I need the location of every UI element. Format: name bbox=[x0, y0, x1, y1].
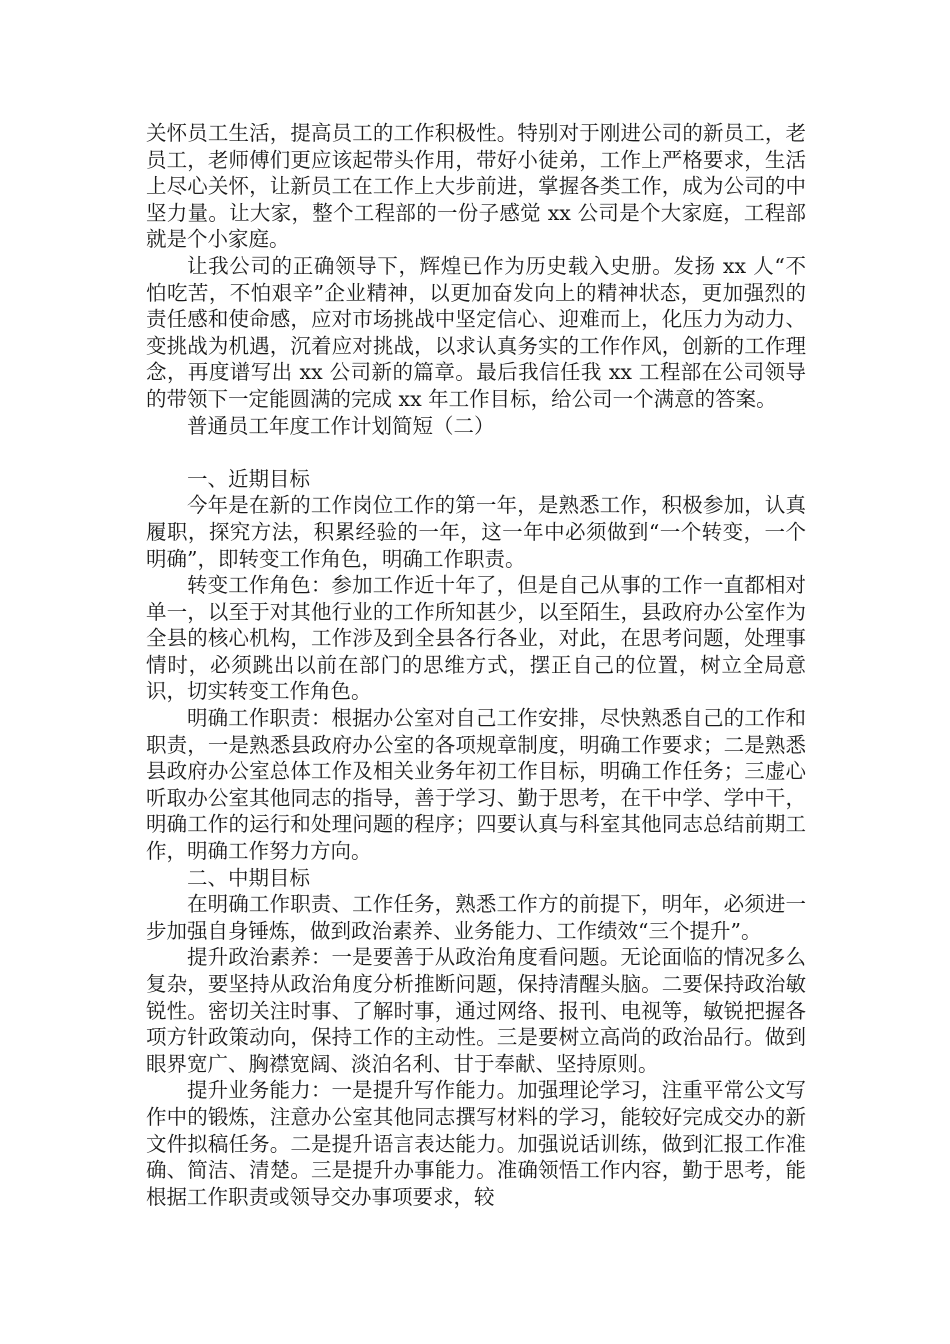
section-title: 普通员工年度工作计划简短（二） bbox=[187, 413, 495, 438]
section-heading: 二、中期目标 bbox=[187, 865, 310, 890]
section-heading: 一、近期目标 bbox=[187, 466, 310, 491]
body-paragraph: 转变工作角色：参加工作近十年了，但是自己从事的工作一直都相对单一，以至于对其他行业的工作所知甚少，以至陌生，县政府办公室作为全县的核心机构，工作涉及到全县各行各业，对此，在思考问题，处理事情时，必须跳出以前在部门的思维方式，摆正自己的位置，树立全局意识，切实转变工作角色。 bbox=[146, 573, 806, 704]
body-paragraph: 关怀员工生活，提高员工的工作积极性。特别对于刚进公司的新员工，老员工，老师傅们更应该起带头作用，带好小徒弟，工作上严格要求，生活上尽心关怀，让新员工在工作上大步前进，掌握各类工作，成为公司的中坚力量。让大家，整个工程部的一份子感觉 xx 公司是个大家庭，工程部就是个小家庭。 bbox=[146, 121, 806, 252]
body-paragraph: 让我公司的正确领导下，辉煌已作为历史载入史册。发扬 xx 人“不怕吃苦，不怕艰辛”企业精神，以更加奋发向上的精神状态，更加强烈的责任感和使命感，应对市场挑战中坚定信心、迎难而上，化压力为动力、变挑战为机遇，沉着应对挑战，以求认真务实的工作作风，创新的工作理念，再度谱写出 xx 公司新的篇章。最后我信任我 xx 工程部在公司领导的带领下一定能圆满的完成 xx 年工作目标，给公司一个满意的答案。 bbox=[146, 253, 806, 411]
document-page bbox=[146, 120, 806, 1210]
body-paragraph: 提升政治素养：一是要善于从政治角度看问题。无论面临的情况多么复杂，要坚持从政治角度分析推断问题，保持清醒头脑。二要保持政治敏锐性。密切关注时事、了解时事，通过网络、报刊、电视等，敏锐把握各项方针政策动向，保持工作的主动性。三是要树立高尚的政治品行。做到眼界宽广、胸襟宽阔、淡泊名利、甘于奉献、坚持原则。 bbox=[146, 945, 806, 1076]
body-paragraph: 提升业务能力：一是提升写作能力。加强理论学习，注重平常公文写作中的锻炼，注意办公室其他同志撰写材料的学习，能较好完成交办的新文件拟稿任务。二是提升语言表达能力。加强说话训练，做到汇报工作准确、简洁、清楚。三是提升办事能力。准确领悟工作内容，勤于思考，能根据工作职责或领导交办事项要求，较 bbox=[146, 1078, 806, 1209]
body-paragraph: 明确工作职责：根据办公室对自己工作安排，尽快熟悉自己的工作和职责，一是熟悉县政府办公室的各项规章制度，明确工作要求；二是熟悉县政府办公室总体工作及相关业务年初工作目标，明确工作任务；三虚心听取办公室其他同志的指导，善于学习、勤于思考，在干中学、学中干，明确工作的运行和处理问题的程序；四要认真与科室其他同志总结前期工作，明确工作努力方向。 bbox=[146, 706, 806, 864]
body-paragraph: 在明确工作职责、工作任务，熟悉工作方的前提下，明年，必须进一步加强自身锤炼，做到政治素养、业务能力、工作绩效“三个提升”。 bbox=[146, 892, 806, 943]
blank-line bbox=[146, 439, 806, 466]
body-paragraph: 今年是在新的工作岗位工作的第一年，是熟悉工作，积极参加，认真履职，探究方法，积累经验的一年，这一年中必须做到“一个转变，一个明确”，即转变工作角色，明确工作职责。 bbox=[146, 493, 806, 571]
